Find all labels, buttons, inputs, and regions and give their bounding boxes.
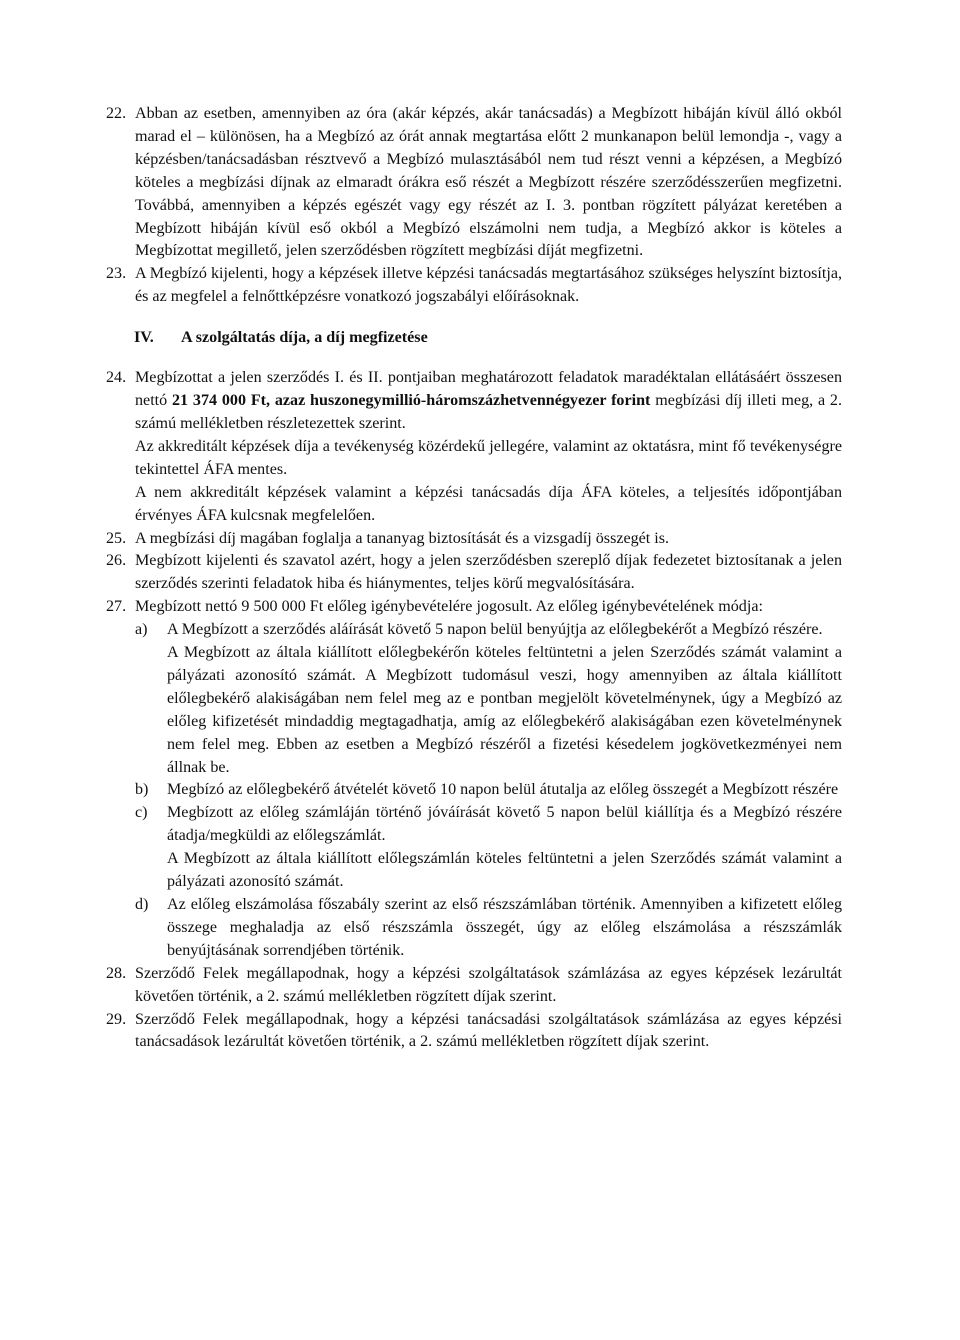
clause-text: Szerződő Felek megállapodnak, hogy a képzési szolgáltatások számlázása az egyes képzések lezárultát követően történik, a 2. számú mellékletben rögzített díjak szerint. xyxy=(135,964,842,1005)
subclause-text: A Megbízott a szerződés aláírását követő 5 napon belül benyújtja az előlegbekérőt a Megbízó részére. xyxy=(167,621,823,639)
clause-number: 23. xyxy=(106,265,127,283)
clause-number: 25. xyxy=(106,529,127,547)
subclause-d xyxy=(135,894,842,963)
clause-text: Szerződő Felek megállapodnak, hogy a képzési tanácsadási szolgáltatások számlázása az egyes képzési tanácsadások lezárultát követően történik, a 2. számú mellékletben rögzített díjak szerint. xyxy=(135,1010,842,1051)
clause-text xyxy=(135,367,842,436)
clause-number: 29. xyxy=(106,1010,127,1028)
clause-number: 27. xyxy=(106,598,127,616)
subclause-text: Megbízó az előlegbekérő átvételét követő 10 napon belül átutalja az előleg összegét a Megbízott részére xyxy=(167,781,839,799)
fee-text-end: megbízási díj illeti meg, a 2. számú mellékletben részletezettek szerint. xyxy=(135,392,842,432)
subclause-text: Az előleg elszámolása főszabály szerint az első részszámlában történik. Amennyiben a kifizetett előleg összege meghaladja az első részszámla összegét, úgy az előleg elszámolása a részszámlák benyújtásának sorrendjében történik. xyxy=(167,896,842,959)
subclause-text: Megbízott az előleg számláján történő jóváírását követő 5 napon belül kiállítja és a Megbízó részére átadja/megküldi az előlegszámlát. xyxy=(167,804,842,845)
clause-29 xyxy=(106,1009,842,1055)
section-title: A szolgáltatás díja, a díj megfizetése xyxy=(181,329,428,347)
vat-liable-paragraph: A nem akkreditált képzések valamint a képzési tanácsadás díja ÁFA köteles, a teljesítés időpontjában érvényes ÁFA kulcsnak megfelelően. xyxy=(135,483,842,524)
clause-28 xyxy=(106,963,842,1009)
clause-text: A Megbízó kijelenti, hogy a képzések illetve képzési tanácsadás megtartásához szükséges helyszínt biztosítja, és az megfelel a felnőttképzésre vonatkozó jogszabályi előírásoknak. xyxy=(135,265,843,306)
subclause-a xyxy=(135,619,842,779)
clause-23 xyxy=(106,263,842,309)
subclause-label: a) xyxy=(135,621,148,639)
section-number: IV. xyxy=(134,329,154,347)
subclause-label: c) xyxy=(135,804,148,822)
clause-24 xyxy=(106,367,842,527)
clause-22 xyxy=(106,103,842,263)
fee-text-start: Megbízottat a jelen szerződés I. és II. pontjaiban meghatározott feladatok maradéktalan ellátásáért összesen nettó xyxy=(135,369,842,410)
clause-text: A megbízási díj magában foglalja a tananyag biztosítását és a vizsgadíj összegét is. xyxy=(135,529,670,547)
clause-number: 28. xyxy=(106,964,127,982)
subclause-label: d) xyxy=(135,896,149,913)
subclause-text: A Megbízott az általa kiállított előlegszámlán köteles feltüntetni a jelen Szerződés számát valamint a pályázati azonosító számát. xyxy=(167,850,842,891)
clause-number: 24. xyxy=(106,369,127,387)
clause-text: Abban az esetben, amennyiben az óra (akár képzés, akár tanácsadás) a Megbízott hibáján kívül álló okból marad el – különösen, ha a Megbízó az órát annak megtartása előtt 2 munkanapon belül lemondja -, vagy a képzésben/tanácsadásban résztvevő a Megbízó mulasztásából nem tud részt venni a képzésen, a Megbízó köteles a megbízási díjnak az elmaradt órákra eső részét a Megbízott részére szerződésszerűen megfizetni. Továbbá, amennyiben a képzés egészét vagy egy részét az I. 3. pontban rögzített pályázat keretében a Megbízott hibáján kívül eső okból a Megbízó elszámolni nem tudja, a Megbízó akkor is köteles a Megbízottat megillető, jelen szerződésben rögzített megbízási díját megfizetni. xyxy=(135,105,842,260)
clause-25 xyxy=(106,528,842,551)
subclause-text: A Megbízott az általa kiállított előlegbekérőn köteles feltüntetni a jelen Szerződés számát valamint a pályázati azonosító számát. A Megbízott tudomásul veszi, hogy amennyiben az általa kiállított előlegbekérő alakiságában nem felel meg az e pontban megjelölt követelménynek, úgy a Megbízó az előleg kifizetését mindaddig megtagadhatja, amíg az előlegbekérő alakiságában ezen követelménynek nem felel meg. Ebben az esetben a Megbízó részéről a fizetési késedelem jogkövetkezményei nem állnak be. xyxy=(167,644,842,776)
clause-text: Megbízott kijelenti és szavatol azért, hogy a jelen szerződésben szereplő díjak fedezetet biztosítanak a jelen szerződés szerinti feladatok hiba és hiánymentes, teljes körű megvalósítására. xyxy=(135,552,842,593)
subclause-label: b) xyxy=(135,781,149,799)
section-heading xyxy=(134,327,428,349)
vat-exempt-paragraph: Az akkreditált képzések díja a tevékenység közérdekű jellegére, valamint az oktatásra, mint fő tevékenységre tekintettel ÁFA mentes. xyxy=(135,437,842,478)
clause-27 xyxy=(106,596,842,963)
clause-number: 22. xyxy=(106,105,127,122)
clause-number: 26. xyxy=(106,552,127,570)
clause-text: Megbízott nettó 9 500 000 Ft előleg igénybevételére jogosult. Az előleg igénybevételének módja: xyxy=(135,598,763,616)
fee-amount: 21 374 000 Ft, azaz huszonegymillió-háromszázhetvennégyezer forint xyxy=(172,392,651,410)
subclause-b xyxy=(135,779,842,802)
clause-26 xyxy=(106,550,842,596)
subclause-c xyxy=(135,802,842,894)
